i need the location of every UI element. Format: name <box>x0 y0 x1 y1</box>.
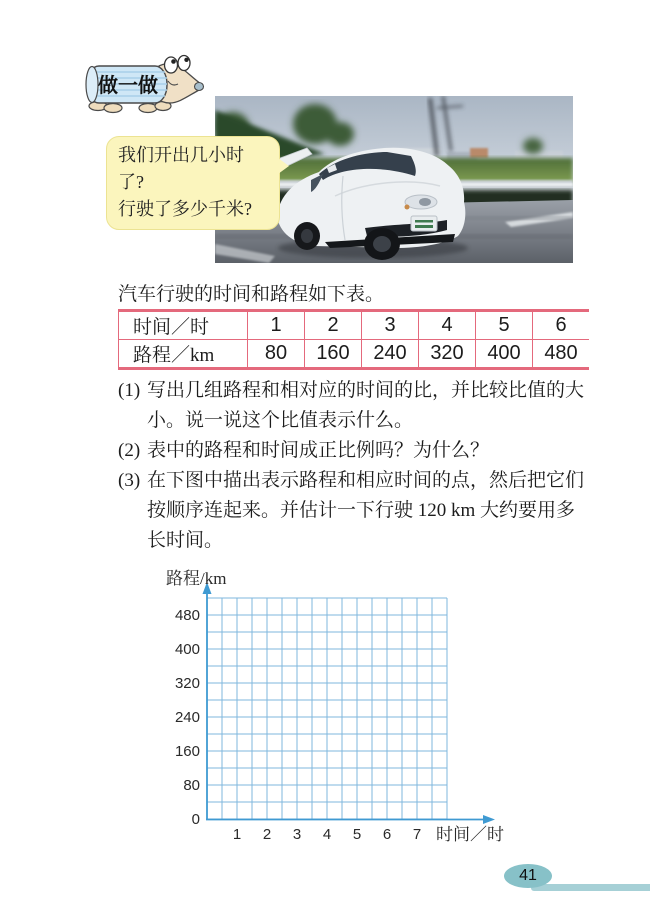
table-cell-dist-6: 480 <box>533 340 590 369</box>
table-row-distance <box>119 340 590 369</box>
table-cell-time-2: 2 <box>305 311 362 340</box>
svg-text:80: 80 <box>183 777 200 794</box>
svg-text:320: 320 <box>174 675 200 692</box>
badge-label: 做一做 <box>98 75 158 97</box>
svg-text:4: 4 <box>322 826 332 843</box>
question-2 <box>118 436 594 466</box>
speech-line-2: 行驶了多少千米? <box>118 199 252 219</box>
question-3-number: (3) <box>118 470 141 491</box>
table-cell-time-1: 1 <box>248 311 305 340</box>
svg-text:160: 160 <box>174 743 200 760</box>
table-cell-time-4: 4 <box>419 311 476 340</box>
question-3-text: 在下图中描出表示路程和相应时间的点，然后把它们按顺序连起来。并估计一下行驶 120 km 大约要用多长时间。 <box>147 470 585 551</box>
svg-text:480: 480 <box>174 607 200 624</box>
x-tick-labels <box>233 826 421 843</box>
x-axis-label: 时间／时 <box>436 825 504 844</box>
speech-line-1: 我们开出几小时了? <box>118 145 244 192</box>
svg-text:1: 1 <box>232 826 242 843</box>
svg-text:2: 2 <box>262 826 272 843</box>
page-number: 41 <box>519 867 537 884</box>
table-cell-dist-5: 400 <box>476 340 533 369</box>
svg-text:5: 5 <box>352 826 362 843</box>
question-2-text: 表中的路程和时间成正比例吗？为什么？ <box>147 440 490 461</box>
svg-text:400: 400 <box>174 641 200 658</box>
distance-time-grid-chart <box>150 558 550 858</box>
svg-text:3: 3 <box>292 826 302 843</box>
question-3 <box>118 466 594 556</box>
car-license-plate <box>411 216 437 231</box>
chart-grid-vertical-lines <box>207 598 447 819</box>
table-cell-dist-1: 80 <box>248 340 305 369</box>
svg-text:0: 0 <box>191 811 200 828</box>
speech-bubble <box>106 136 280 230</box>
page-number-badge <box>504 864 552 888</box>
table-cell-dist-4: 320 <box>419 340 476 369</box>
doitdo-mascot-badge <box>82 50 207 118</box>
question-1 <box>118 376 594 436</box>
y-axis-label: 路程/km <box>166 569 227 588</box>
row-label-distance: 路程／km <box>119 340 248 369</box>
question-2-number: (2) <box>118 440 141 461</box>
svg-text:6: 6 <box>382 826 392 843</box>
table-cell-time-5: 5 <box>476 311 533 340</box>
svg-text:240: 240 <box>174 709 200 726</box>
table-cell-time-6: 6 <box>533 311 590 340</box>
x-axis-arrow <box>483 815 495 824</box>
questions-list <box>118 376 594 556</box>
time-distance-table <box>118 309 589 370</box>
table-cell-time-3: 3 <box>362 311 419 340</box>
question-1-number: (1) <box>118 380 141 401</box>
row-label-time: 时间／时 <box>119 311 248 340</box>
mascot-nose <box>195 83 204 91</box>
table-cell-dist-3: 240 <box>362 340 419 369</box>
table-cell-dist-2: 160 <box>305 340 362 369</box>
footer-bar <box>531 884 650 891</box>
intro-sentence: 汽车行驶的时间和路程如下表。 <box>118 284 385 305</box>
y-tick-labels <box>175 607 200 828</box>
question-1-text: 写出几组路程和相对应的时间的比，并比较比值的大小。说一说这个比值表示什么。 <box>147 380 585 431</box>
table-row-time <box>119 311 590 340</box>
svg-text:7: 7 <box>412 826 422 843</box>
